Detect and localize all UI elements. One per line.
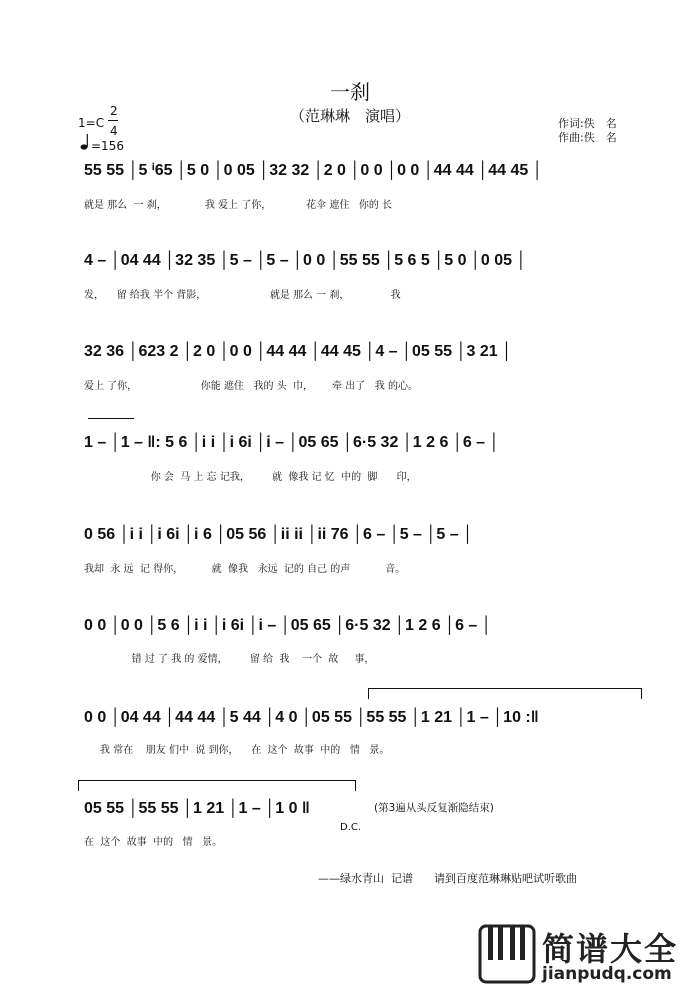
slur-line <box>88 418 134 419</box>
volta-bracket <box>78 780 356 791</box>
song-title: 一刹 <box>330 80 370 104</box>
transcriber-footer: ——绿水青山 记谱 请到百度范琳琳贴吧试听歌曲 <box>318 872 577 885</box>
lyrics-line: 我却 永 远 记 得你， 就 像我 永远 记的 自己 的声 音。 <box>84 564 406 575</box>
notes-line: 0 0 │0 0 │5 6 │i i │i 6i │i – │05 65 │6·5 32 │1 2 6 │6 – │ <box>84 617 492 634</box>
lyrics-line: 我 常在 朋友 们中 说 到你， 在 这个 故事 中的 情 景。 <box>84 745 390 756</box>
notes-line: 05 55 │55 55 │1 21 │1 – │1 0 ‖ <box>84 800 310 817</box>
time-signature-bottom: 4 <box>110 124 118 138</box>
lyrics-line: 在 这个 故事 中的 情 景。 <box>84 837 223 848</box>
lyrics-line: 爱上 了你， 你能 遮住 我的 头 巾， 牵 出了 我 的心。 <box>84 381 418 392</box>
notes-line: 0 0 │04 44 │44 44 │5 44 │4 0 │05 55 │55 55 │1 21 │1 – │10 :‖ <box>84 709 539 726</box>
repeat-instruction: (第3遍从头反复渐隐结束) <box>374 802 494 814</box>
lyricist-credit: 作词:佚 名 <box>558 117 617 130</box>
quarter-note-icon <box>80 133 90 155</box>
piano-keys-icon <box>478 922 538 986</box>
logo-url: jianpudq.com <box>542 964 672 984</box>
lyrics-line: 你 会 马 上 忘 记我， 就 像我 记 忆 中的 脚 印， <box>84 472 417 483</box>
dc-marking: D.C. <box>340 822 362 833</box>
lyrics-line: 发， 留 给我 半个 背影， 就是 那么 一 刹， 我 <box>84 290 401 301</box>
logo-text: 简谱大全 <box>542 930 679 968</box>
lyrics-line: 错 过 了 我 的 爱情， 留 给 我 一个 故 事， <box>84 654 375 665</box>
notes-line: 1 – │1 – ‖: 5 6 │i i │i 6i │i – │05 65 │6·5 32 │1 2 6 │6 – │ <box>84 434 500 451</box>
key-signature: 1=C <box>78 116 105 130</box>
time-signature-top: 2 <box>110 104 118 118</box>
time-signature-line <box>108 120 118 121</box>
tempo-marking: =156 <box>91 139 124 153</box>
composer-credit: 作曲:佚 名 <box>558 131 617 144</box>
lyrics-line: 就是 那么 一 刹， 我 爱上 了你， 花伞 遮住 你的 长 <box>84 200 393 211</box>
notes-line: 4 – │04 44 │32 35 │5 – │5 – │0 0 │55 55 │5 6 5 │5 0 │0 05 │ <box>84 252 527 269</box>
notes-line: 0 56 │i i │i 6i │i 6 │05 56 │ii ii │ii 76 │6 – │5 – │5 – │ <box>84 526 474 543</box>
notes-line: 32 36 │623 2 │2 0 │0 0 │44 44 │44 45 │4 – │05 55 │3 21 │ <box>84 343 513 360</box>
volta-bracket <box>368 688 642 699</box>
singer-credit: （范琳琳 演唱） <box>289 107 410 125</box>
site-logo <box>478 920 698 990</box>
notes-line: 55 55 │5 ⁱ65 │5 0 │0 05 │32 32 │2 0 │0 0 │0 0 │44 44 │44 45 │ <box>84 162 543 179</box>
